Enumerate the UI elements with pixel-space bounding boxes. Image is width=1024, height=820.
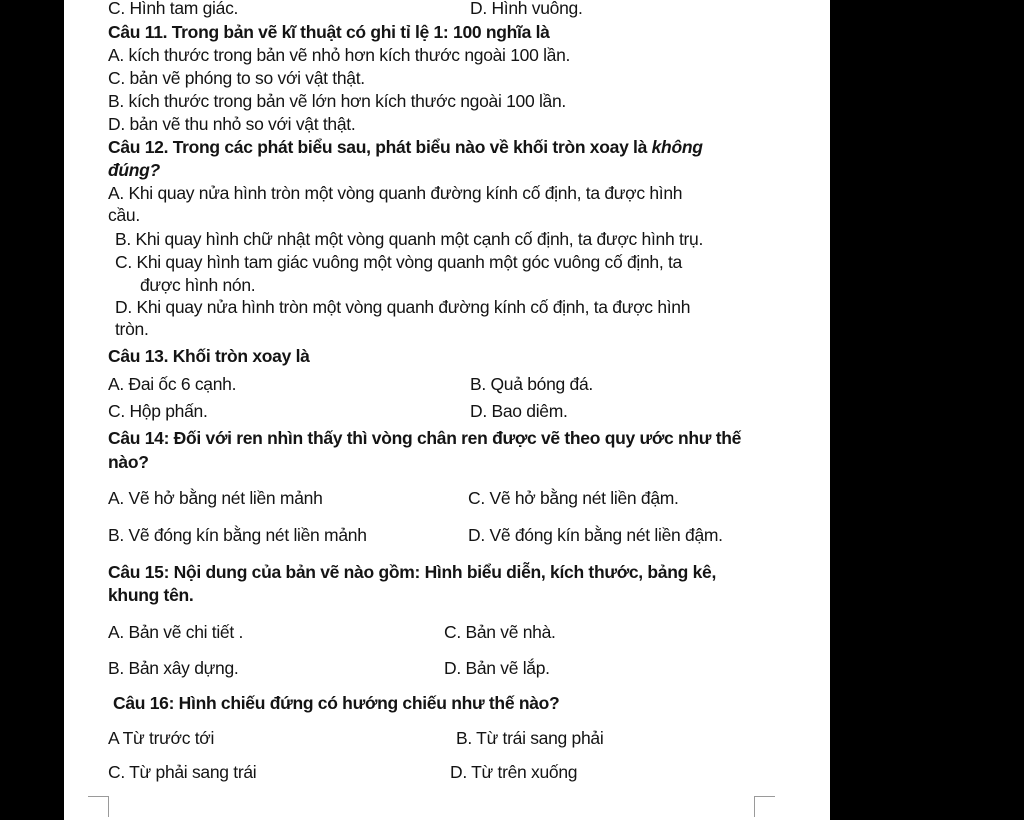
- question-15-title-cont: khung tên.: [108, 585, 194, 605]
- question-12-option-a: A. Khi quay nửa hình tròn một vòng quanh đường kính cố định, ta được hình: [108, 183, 683, 203]
- question-12-option-c-cont: được hình nón.: [140, 275, 256, 295]
- option-prev-c: C. Hình tam giác.: [108, 0, 239, 18]
- question-13-option-c: C. Hộp phấn.: [108, 401, 208, 421]
- question-16-option-a: A Từ trước tới: [108, 728, 215, 748]
- question-11-option-c: C. bản vẽ phóng to so với vật thật.: [108, 68, 365, 88]
- question-12-option-c: C. Khi quay hình tam giác vuông một vòng quanh một góc vuông cố định, ta: [115, 252, 682, 272]
- question-16-option-d: D. Từ trên xuống: [450, 762, 578, 782]
- question-15-option-c: C. Bản vẽ nhà.: [444, 622, 556, 642]
- question-12-option-b: B. Khi quay hình chữ nhật một vòng quanh một cạnh cố định, ta được hình trụ.: [115, 229, 704, 249]
- question-13-option-b: B. Quả bóng đá.: [470, 374, 593, 394]
- question-13-option-d: D. Bao diêm.: [470, 401, 568, 421]
- question-11-title: Câu 11. Trong bản vẽ kĩ thuật có ghi tỉ lệ 1: 100 nghĩa là: [108, 22, 550, 42]
- question-11-option-a: A. kích thước trong bản vẽ nhỏ hơn kích thước ngoài 100 lần.: [108, 45, 571, 65]
- question-14-option-a: A. Vẽ hở bằng nét liền mảnh: [108, 488, 323, 508]
- margin-corner-mark-right: [754, 796, 775, 817]
- question-14-option-c: C. Vẽ hở bằng nét liền đậm.: [468, 488, 679, 508]
- question-15-title: Câu 15: Nội dung của bản vẽ nào gồm: Hình biểu diễn, kích thước, bảng kê,: [108, 562, 717, 582]
- question-16-option-b: B. Từ trái sang phải: [456, 728, 604, 748]
- question-15-option-b: B. Bản xây dựng.: [108, 658, 239, 678]
- question-12-title-cont: đúng?: [108, 160, 160, 180]
- question-14-option-b: B. Vẽ đóng kín bằng nét liền mảnh: [108, 525, 367, 545]
- option-prev-d: D. Hình vuông.: [470, 0, 583, 18]
- question-12-title-emphasis: không: [651, 137, 703, 157]
- question-14-title: Câu 14: Đối với ren nhìn thấy thì vòng chân ren được vẽ theo quy ước như thế: [108, 428, 742, 448]
- question-11-option-b: B. kích thước trong bản vẽ lớn hơn kích thước ngoài 100 lần.: [108, 91, 566, 111]
- question-15-option-a: A. Bản vẽ chi tiết .: [108, 622, 244, 642]
- question-14-option-d: D. Vẽ đóng kín bằng nét liền đậm.: [468, 525, 723, 545]
- question-12-title: [108, 136, 703, 158]
- question-12-option-d: D. Khi quay nửa hình tròn một vòng quanh đường kính cố định, ta được hình: [115, 297, 691, 317]
- question-16-title: Câu 16: Hình chiếu đứng có hướng chiếu như thế nào?: [113, 693, 560, 713]
- question-13-title: Câu 13. Khối tròn xoay là: [108, 346, 310, 366]
- question-12-option-a-cont: cầu.: [108, 205, 140, 225]
- question-14-title-cont: nào?: [108, 452, 149, 472]
- margin-corner-mark-left: [88, 796, 109, 817]
- question-15-option-d: D. Bản vẽ lắp.: [444, 658, 550, 678]
- question-11-option-d: D. bản vẽ thu nhỏ so với vật thật.: [108, 114, 356, 134]
- question-13-option-a: A. Đai ốc 6 cạnh.: [108, 374, 237, 394]
- question-12-option-d-cont: tròn.: [115, 319, 149, 339]
- question-12-title-text: Câu 12. Trong các phát biểu sau, phát biểu nào về khối tròn xoay là: [108, 137, 652, 157]
- question-16-option-c: C. Từ phải sang trái: [108, 762, 257, 782]
